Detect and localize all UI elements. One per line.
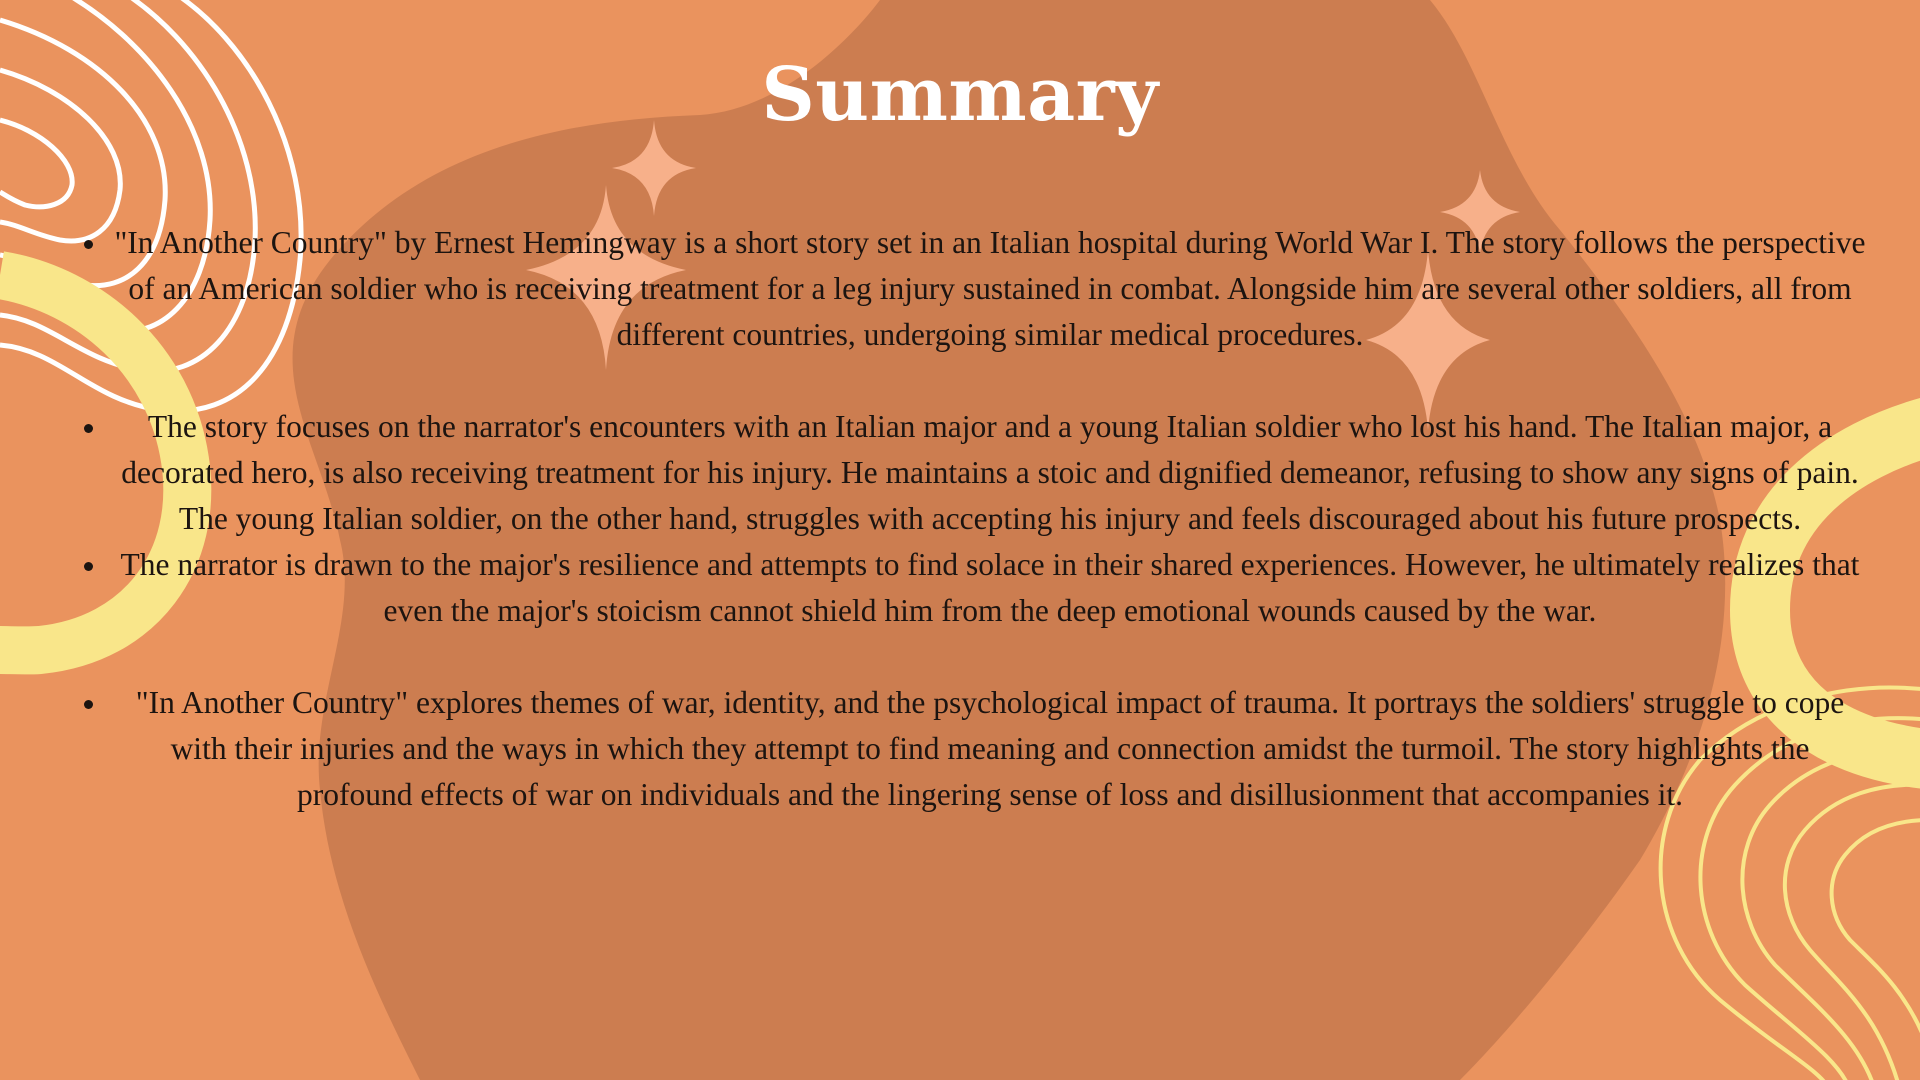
- bullet-item: [100, 542, 1870, 634]
- bullet-dot-icon: [84, 562, 93, 571]
- bullet-dot-icon: [84, 700, 93, 709]
- bullet-text: "In Another Country" explores themes of war, identity, and the psychological impact of trauma. It portrays the soldiers' struggle to cope with their injuries and the ways in which they attempt to find meaning and connection amidst the turmoil. The story highlights the profound effects of war on individuals and the lingering sense of loss and disillusionment that accompanies it.: [135, 685, 1845, 812]
- bullet-text: "In Another Country" by Ernest Hemingway is a short story set in an Italian hospital during World War I. The story follows the perspective of an American soldier who is receiving treatment for a leg injury sustained in combat. Alongside him are several other soldiers, all from different countries, undergoing similar medical procedures.: [114, 225, 1866, 352]
- bullet-item: [100, 680, 1870, 818]
- bullet-dot-icon: [84, 424, 93, 433]
- bullet-text: The narrator is drawn to the major's resilience and attempts to find solace in their shared experiences. However, he ultimately realizes that even the major's stoicism cannot shield him from the deep emotional wounds caused by the war.: [120, 547, 1860, 628]
- bullet-item: [100, 404, 1870, 542]
- bullet-text: The story focuses on the narrator's encounters with an Italian major and a young Italian soldier who lost his hand. The Italian major, a decorated hero, is also receiving treatment for his injury. He maintains a stoic and dignified demeanor, refusing to show any signs of pain. The young Italian soldier, on the other hand, struggles with accepting his injury and feels discouraged about his future prospects.: [121, 409, 1859, 536]
- slide-title: Summary: [761, 52, 1159, 138]
- bullet-item: [100, 220, 1870, 358]
- summary-bullet-list: [100, 220, 1870, 818]
- bullet-dot-icon: [84, 240, 93, 249]
